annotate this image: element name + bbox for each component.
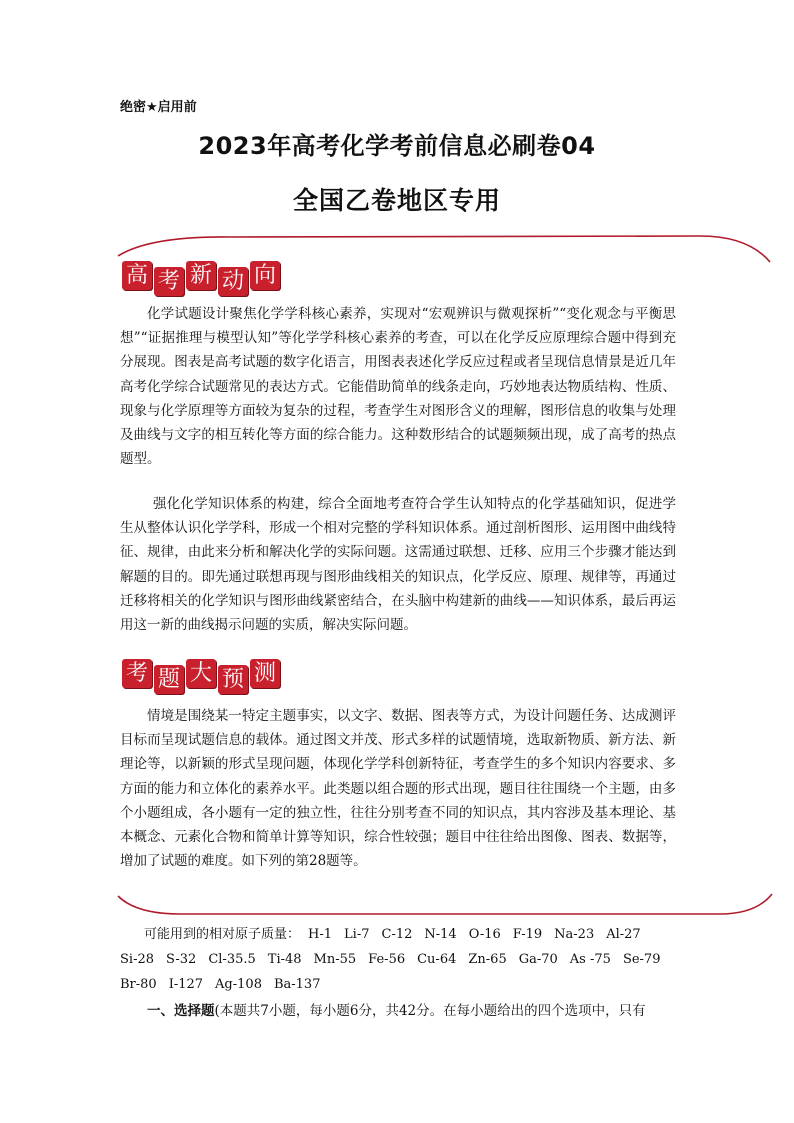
mass-item: Ag-108: [215, 977, 262, 992]
banner-char: 考: [154, 267, 184, 296]
banner-char: 大: [186, 659, 216, 688]
banner-char: 题: [154, 665, 184, 694]
paragraph: 强化化学知识体系的构建，综合全面地考查符合学生认知特点的化学基础知识，促进学生从整体认识化学学科，形成一个相对完整的学科知识体系。通过剖析图形、运用图中曲线特征、规律，由此来分析和解决化学的实际问题。这需通过联想、迁移、应用三个步骤才能达到解题的目的。即先通过联想再现与图形曲线相关的知识点，化学反应、原理、规律等，再通过迁移将相关的化学知识与图形曲线紧密结合，在头脑中构建新的曲线——知识体系，最后再运用这一新的曲线揭示问题的实质，解决实际问题。: [120, 496, 676, 634]
banner-char: 动: [218, 267, 248, 296]
paragraph: 化学试题设计聚焦化学学科核心素养，实现对“宏观辨识与微观探析”“变化观念与平衡思想”“证据推理与模型认知”等化学学科核心素养的考查，可以在化学反应原理综合题中得到充分展现。图表是高考试题的数字化语言，用图表表述化学反应过程或者呈现信息情景是近几年高考化学综合试题常见的表达方式。它能借助简单的线条走向，巧妙地表达物质结构、性质、现象与化学原理等方面较为复杂的过程，考查学生对图形含义的理解，图形信息的收集与处理及曲线与文字的相互转化等方面的综合能力。这种数形结合的试题频频出现，成了高考的热点题型。: [120, 306, 676, 468]
mass-item: Ti-48: [267, 952, 302, 967]
mass-item: C-12: [381, 927, 413, 942]
mass-item: Br-80: [120, 977, 157, 992]
banner-char: 向: [250, 261, 280, 290]
mass-item: H-1: [308, 927, 333, 942]
page-subtitle: 全国乙卷地区专用: [292, 186, 501, 215]
section-banner-predictions: [122, 659, 280, 694]
paragraph: 情境是围绕某一特定主题事实，以文字、数据、图表等方式，为设计问题任务、达成测评目标而呈现试题信息的载体。通过图文并茂、形式多样的试题情境，选取新物质、新方法、新理论等，以新颖的形式呈现问题，体现化学学科创新特征，考查学生的多个知识内容要求、多方面的能力和立体化的素养水平。此类题以组合题的形式出现，题目往往围绕一个主题，由多个小题组成，各小题有一定的独立性，往往分别考查不同的知识点，其内容涉及基本理论、基本概念、元素化合物和简单计算等知识，综合性较强；题目中往往给出图像、图表、数据等，增加了试题的难度。如下列的第28题等。: [120, 708, 676, 870]
mass-item: As -75: [569, 952, 611, 967]
atomic-masses-line: [120, 972, 680, 997]
page-title: 2023年高考化学考前信息必刷卷04: [198, 132, 596, 160]
secret-label: 绝密★启用前: [120, 100, 197, 115]
banner-char: 测: [250, 659, 280, 688]
mass-item: Fe-56: [368, 952, 406, 967]
mass-item: S-32: [166, 952, 197, 967]
mass-item: Ga-70: [518, 952, 558, 967]
mass-item: Mn-55: [313, 952, 357, 967]
mass-item: Li-7: [344, 927, 370, 942]
mass-item: Se-79: [622, 952, 661, 967]
mass-item: Na-23: [554, 927, 595, 942]
atomic-masses-line: [120, 922, 680, 947]
section-banner-trends: [122, 261, 280, 296]
question-section-label: 一、选择题: [147, 1003, 215, 1019]
mass-item: Ba-137: [273, 977, 321, 992]
atomic-masses: [120, 922, 680, 997]
question-section: [120, 999, 680, 1023]
mass-item: Cl-35.5: [208, 952, 256, 967]
banner-char: 考: [122, 659, 152, 688]
mass-item: N-14: [424, 927, 457, 942]
banner-char: 高: [122, 261, 152, 290]
atomic-masses-lead: 可能用到的相对原子质量：: [144, 927, 301, 942]
mass-item: F-19: [512, 927, 543, 942]
mass-item: Al-27: [606, 927, 641, 942]
banner-char: 预: [218, 665, 248, 694]
banner-char: 新: [186, 261, 216, 290]
mass-item: Si-28: [120, 952, 154, 967]
mass-item: I-127: [168, 977, 204, 992]
mass-item: O-16: [468, 927, 501, 942]
mass-item: Cu-64: [417, 952, 457, 967]
atomic-masses-line: [120, 947, 680, 972]
question-section-text: (本题共7小题，每小题6分，共42分。在每小题给出的四个选项中，只有: [214, 1003, 646, 1019]
mass-item: Zn-65: [468, 952, 507, 967]
